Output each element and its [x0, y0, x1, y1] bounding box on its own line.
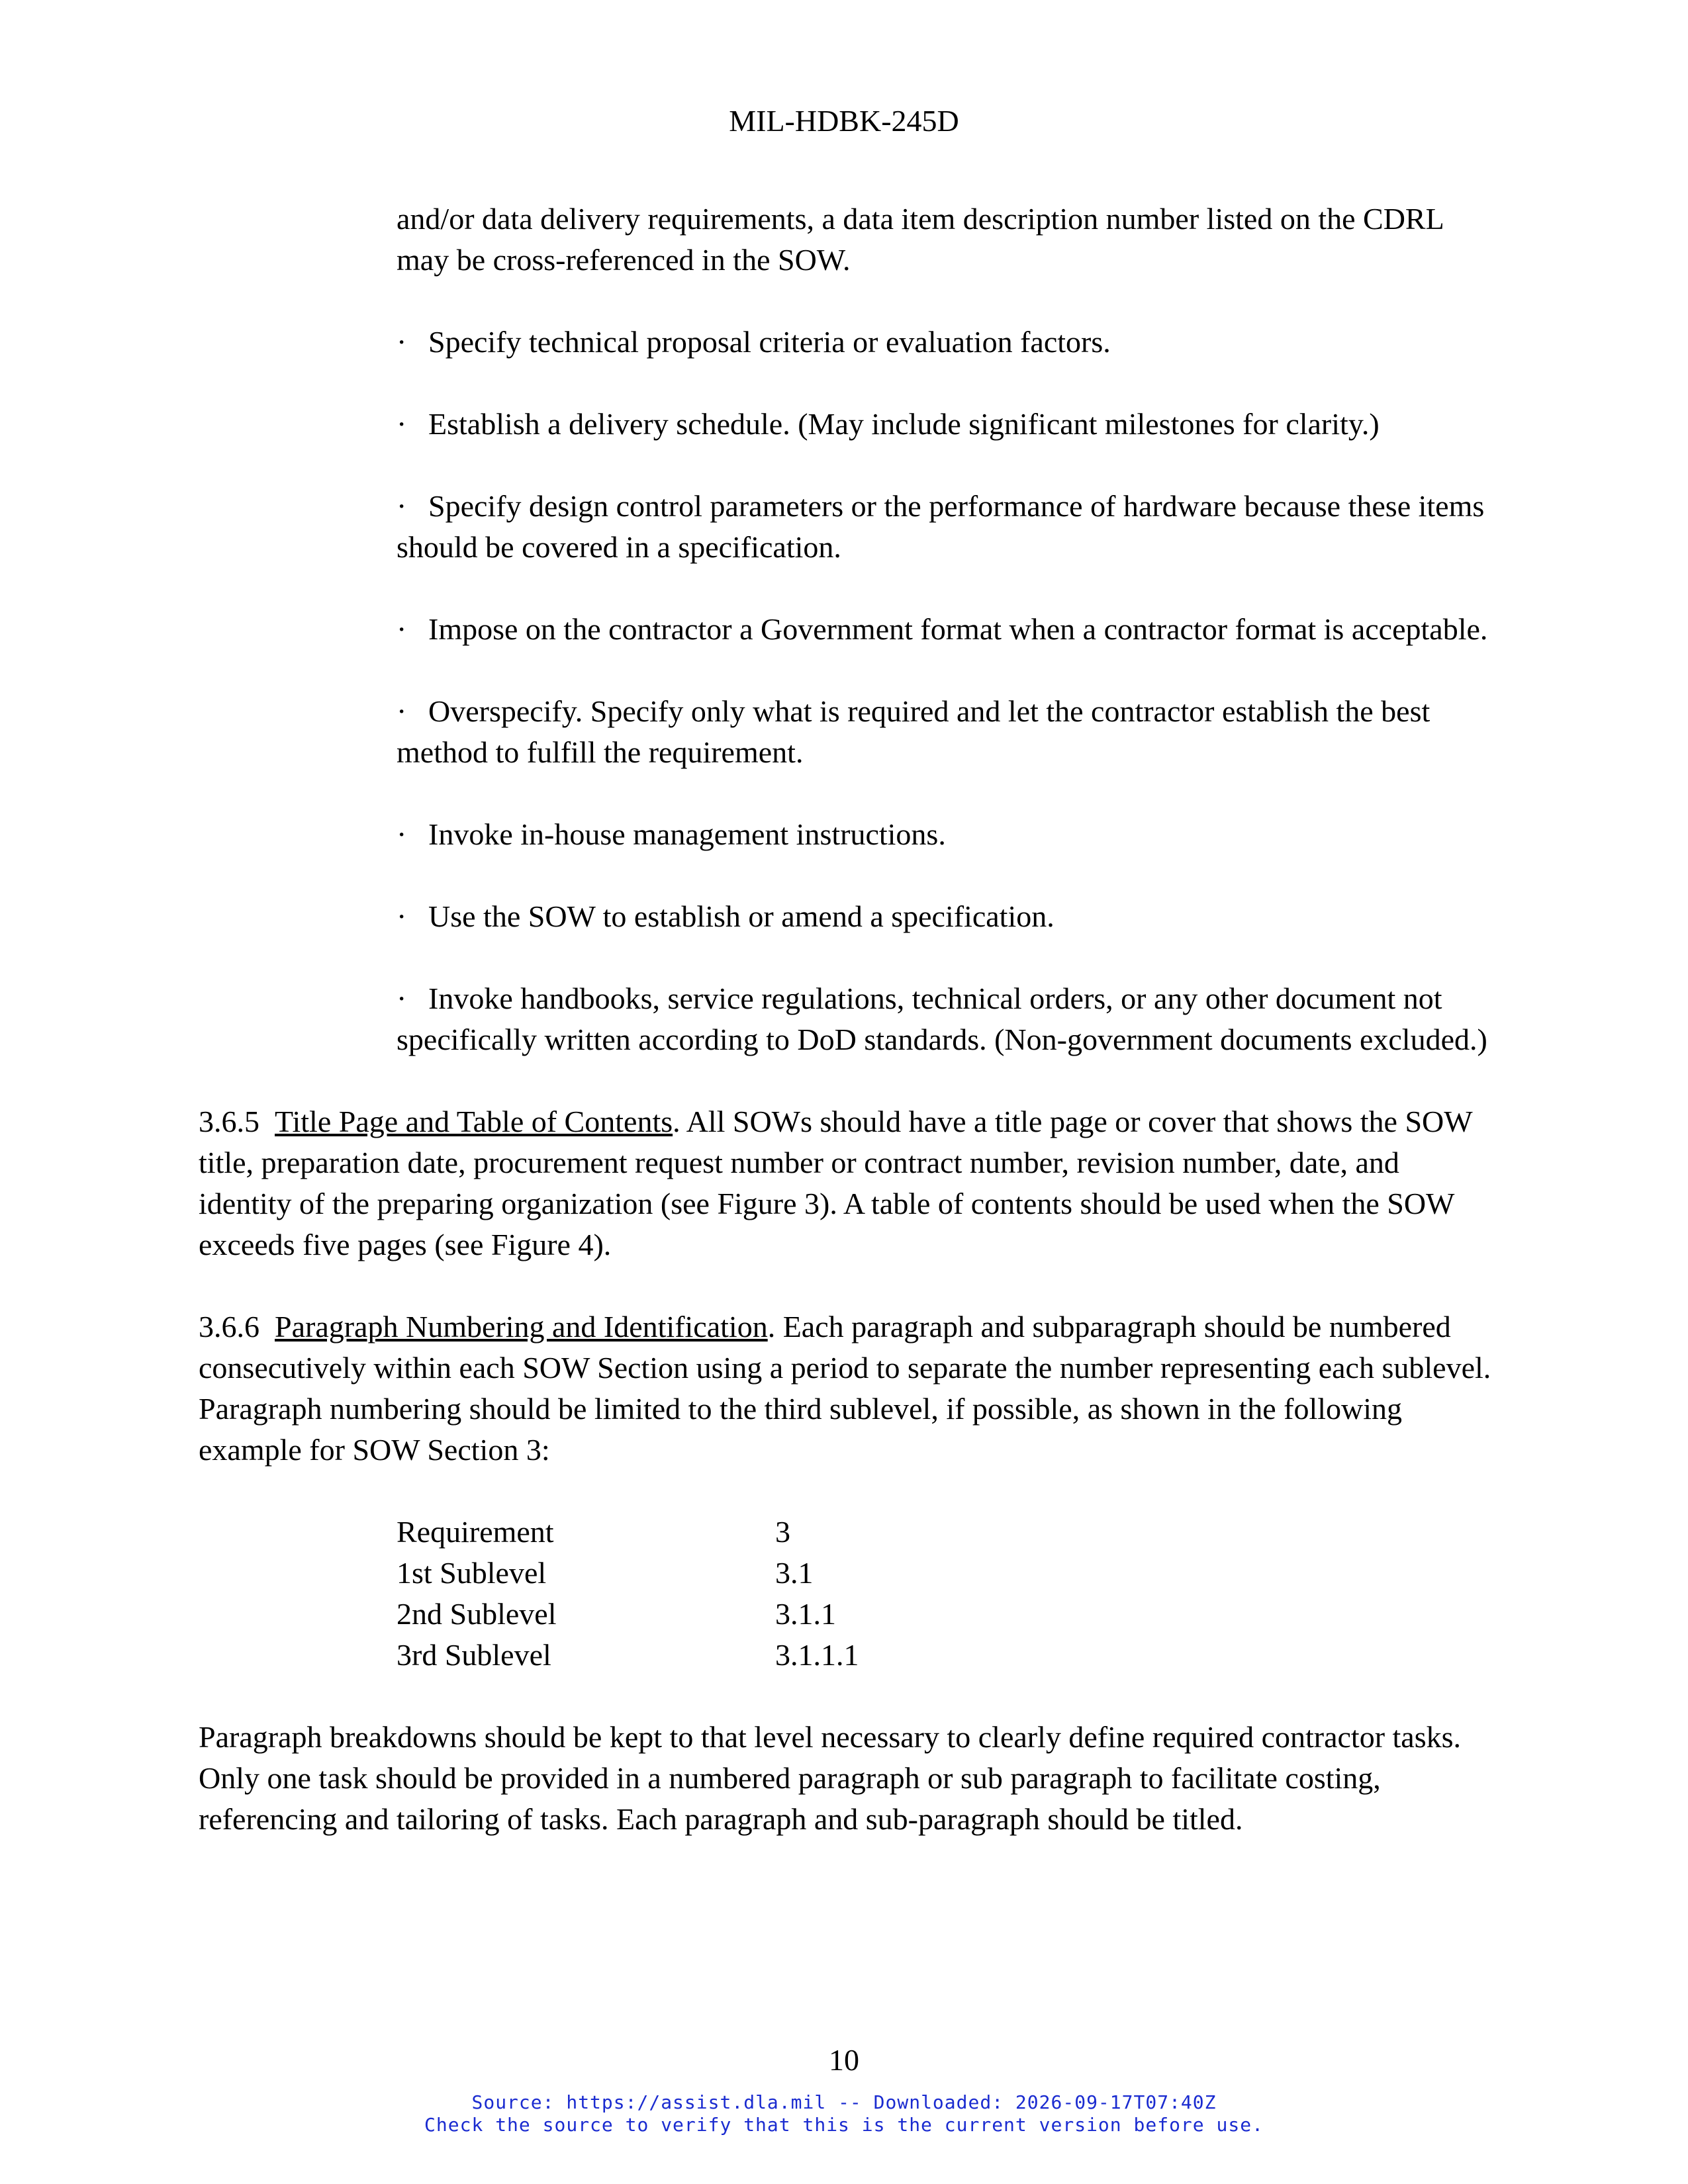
bullet-text: Specify technical proposal criteria or evaluation factors. [428, 325, 1111, 359]
level-number: 3.1.1.1 [775, 1638, 859, 1672]
level-number: 3 [775, 1515, 790, 1549]
section-number: 3.6.6 [199, 1310, 259, 1343]
table-row [397, 1512, 1496, 1553]
level-name: 1st Sublevel [397, 1556, 547, 1590]
bullet-text: Specify design control parameters or the performance of hardware because these items should be covered in a specification. [397, 489, 1485, 564]
page-body [199, 199, 1496, 1840]
section-number: 3.6.5 [199, 1105, 259, 1138]
bullet-symbol: · [397, 817, 407, 851]
table-row [397, 1553, 1496, 1594]
bullet-symbol: · [397, 981, 407, 1015]
level-number: 3.1 [775, 1556, 814, 1590]
bullet-symbol: · [397, 407, 407, 441]
document-id-header: MIL-HDBK-245D [729, 104, 959, 138]
section-title: Paragraph Numbering and Identification [275, 1310, 768, 1343]
level-number: 3.1.1 [775, 1597, 836, 1631]
bullet-item [397, 691, 1496, 773]
bullet-text: Establish a delivery schedule. (May include significant milestones for clarity.) [428, 407, 1380, 441]
bullet-item [397, 978, 1496, 1060]
level-name: 2nd Sublevel [397, 1597, 557, 1631]
bullet-item [397, 404, 1496, 445]
bullet-symbol: · [397, 612, 407, 646]
table-row [397, 1635, 1496, 1676]
level-name: 3rd Sublevel [397, 1638, 551, 1672]
bullet-item [397, 486, 1496, 568]
bullet-item [397, 896, 1496, 937]
source-notice [0, 2091, 1688, 2136]
closing-paragraph: Paragraph breakdowns should be kept to that level necessary to clearly define required contractor tasks. Only one task should be provided in a numbered paragraph or sub paragraph to facilitate costing, referencing and tailoring of tasks. Each paragraph and sub-paragraph should be titled. [199, 1720, 1462, 1836]
numbering-example-table [397, 1512, 1496, 1676]
bullet-symbol: · [397, 325, 407, 359]
level-name: Requirement [397, 1515, 554, 1549]
bullet-item [397, 609, 1496, 650]
bullet-text: Invoke handbooks, service regulations, technical orders, or any other document not specifically written according to DoD standards. (Non-government documents excluded.) [397, 981, 1487, 1056]
page-number: 10 [829, 2043, 859, 2077]
bullet-symbol: · [397, 899, 407, 933]
verify-line: Check the source to verify that this is the current version before use. [424, 2114, 1264, 2136]
bullet-text: Impose on the contractor a Government format when a contractor format is acceptable. [428, 612, 1488, 646]
section-3-6-6 [199, 1306, 1496, 1471]
continuation-paragraph: and/or data delivery requirements, a data item description number listed on the CDRL may be cross-referenced in the SOW. [397, 202, 1444, 277]
bullet-text: Use the SOW to establish or amend a specification. [428, 899, 1055, 933]
section-title: Title Page and Table of Contents [275, 1105, 673, 1138]
bullet-text: Overspecify. Specify only what is required and let the contractor establish the best method to fulfill the requirement. [397, 694, 1430, 769]
section-text: . Each paragraph and subparagraph should be numbered consecutively within each SOW Section using a period to separate the number representing each sublevel. Paragraph numbering should be limited to the third sublevel, if possible, as shown in the following example for SOW Section 3: [199, 1310, 1491, 1467]
table-row [397, 1594, 1496, 1635]
section-text: . All SOWs should have a title page or cover that shows the SOW title, preparation date, procurement request number or contract number, revision number, date, and identity of the preparing organization (see Figure 3). A table of contents should be used when the SOW exceeds five pages (see Figure 4). [199, 1105, 1472, 1261]
source-line: Source: https://assist.dla.mil -- Downloaded: 2026-09-17T07:40Z [471, 2091, 1217, 2113]
bullet-symbol: · [397, 489, 407, 523]
bullet-item [397, 814, 1496, 855]
section-3-6-5 [199, 1101, 1496, 1265]
bullet-text: Invoke in-house management instructions. [428, 817, 946, 851]
bullet-symbol: · [397, 694, 407, 728]
bullet-item [397, 322, 1496, 363]
